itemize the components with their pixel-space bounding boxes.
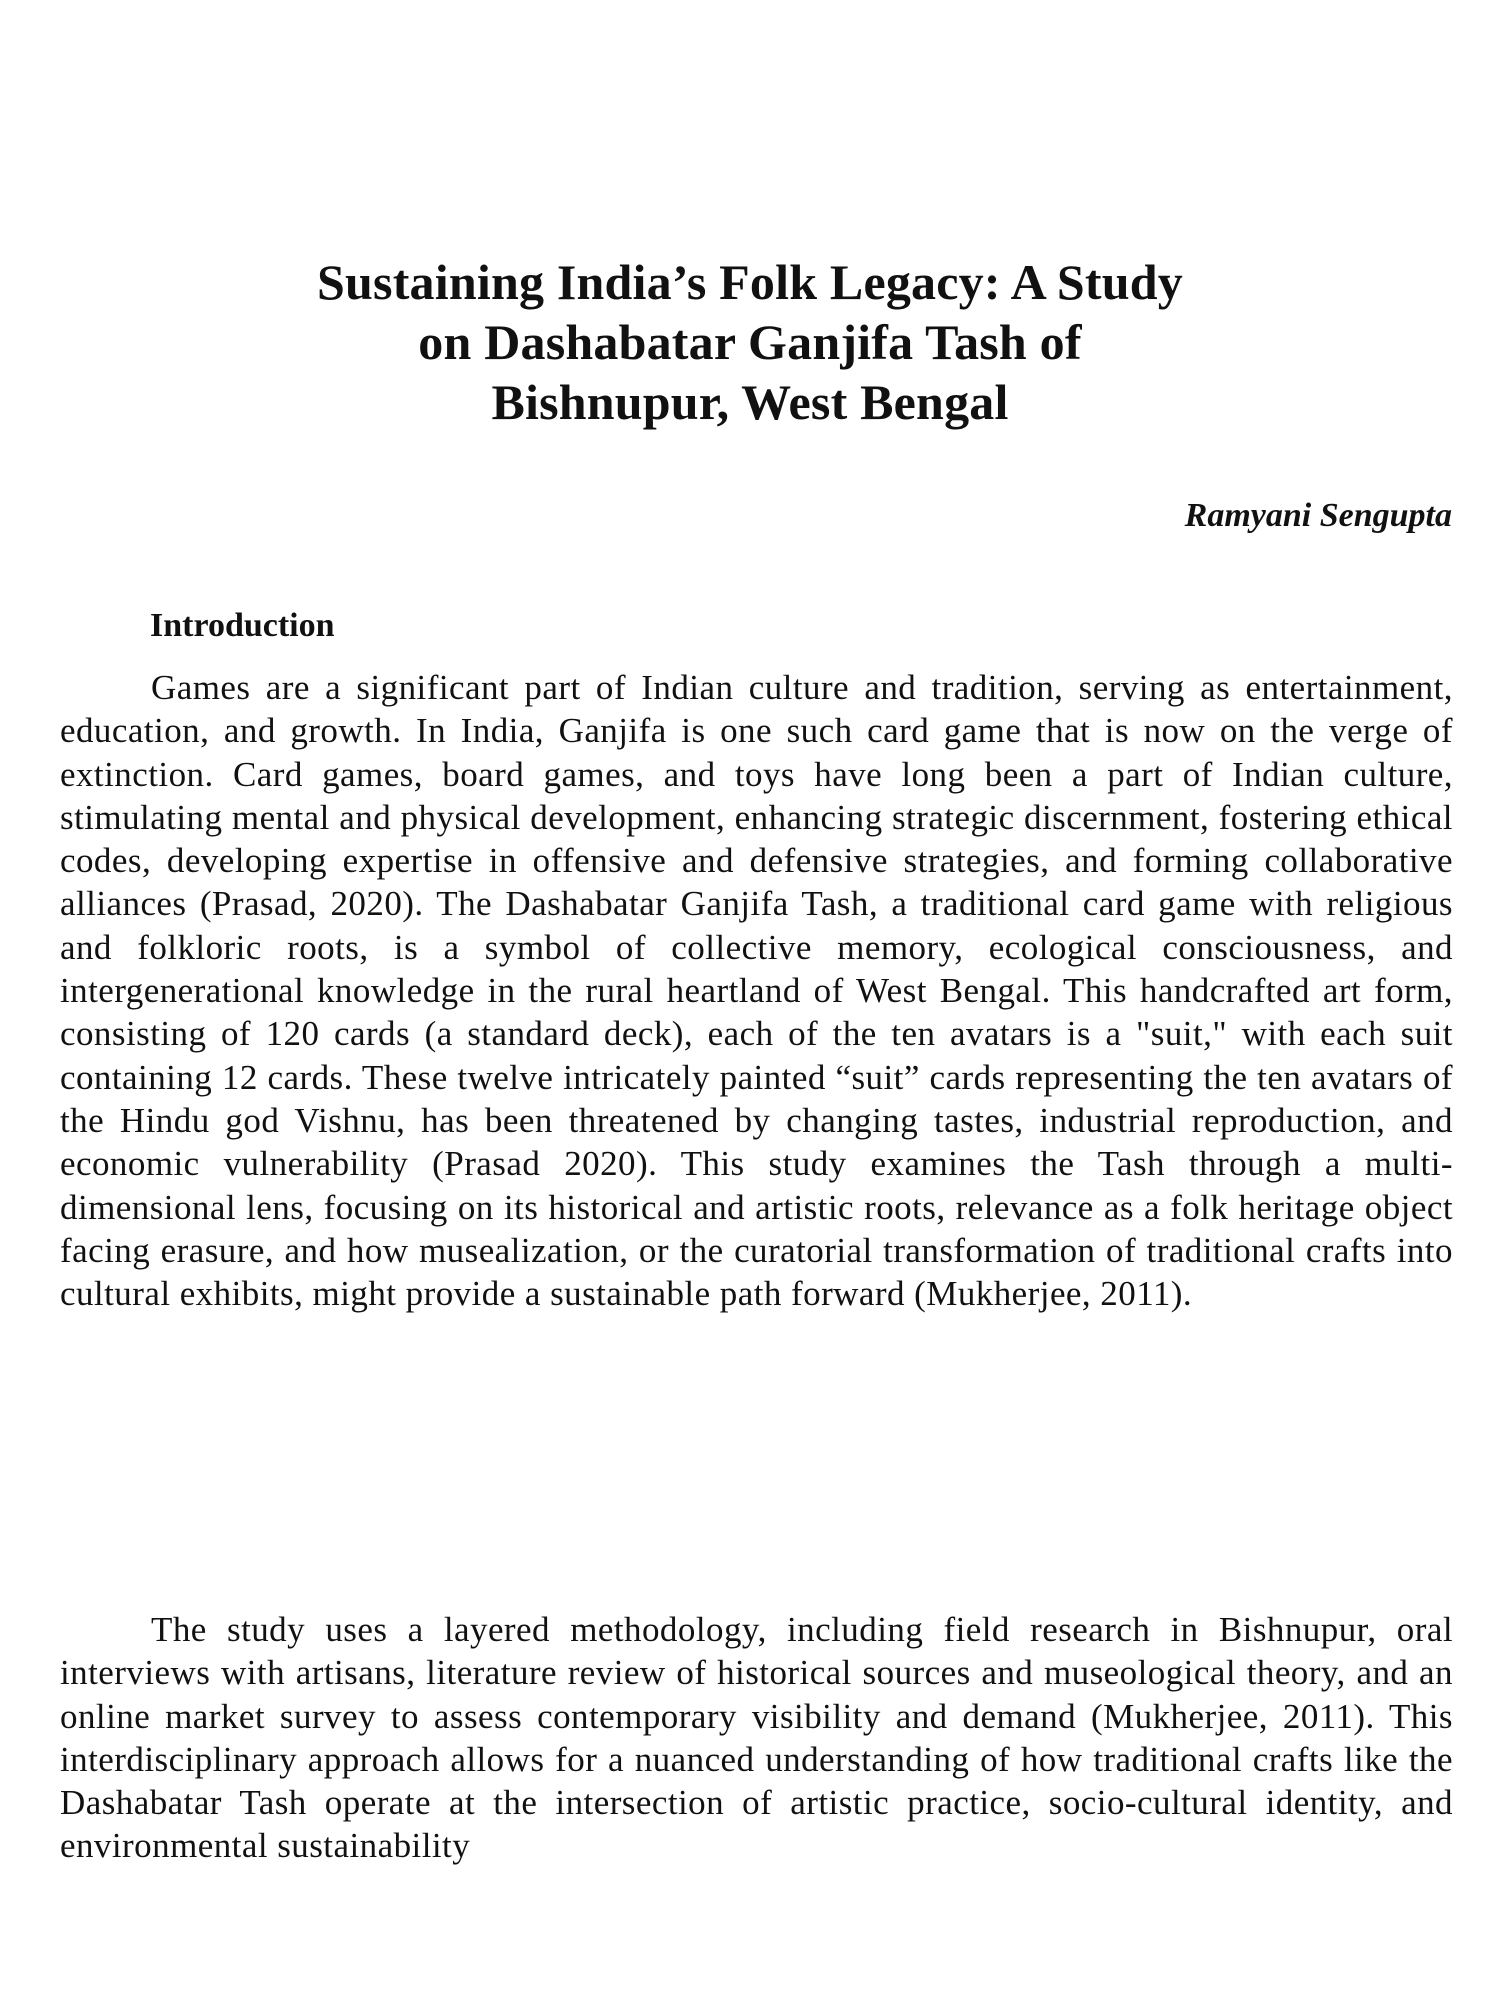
introduction-heading: Introduction (150, 607, 335, 644)
author-name: Ramyani Sengupta (1184, 497, 1452, 534)
paper-title-line-3: Bishnupur, West Bengal (491, 374, 1009, 430)
body-paragraph-2: The study uses a layered methodology, including field research in Bishnupur, oral interviews with artisans, literature review of historical sources and museological theory, and an online market survey to assess contemporary visibility and demand (Mukherjee, 2011). This interdisciplinary approach allows for a nuanced understanding of how traditional crafts like the Dashabatar Tash operate at the intersection of artistic practice, socio-cultural identity, and environmental sustainability (60, 1610, 1453, 1866)
paper-title (150, 252, 1350, 432)
body-paragraph-1: Games are a significant part of Indian culture and tradition, serving as entertainment, education, and growth. In India, Ganjifa is one such card game that is now on the verge of extinction. Card games, board games, and toys have long been a part of Indian culture, stimulating mental and physical development, enhancing strategic discernment, fostering ethical codes, developing expertise in offensive and defensive strategies, and forming collaborative alliances (Prasad, 2020). The Dashabatar Ganjifa Tash, a traditional card game with religious and folkloric roots, is a symbol of collective memory, ecological consciousness, and intergenerational knowledge in the rural heartland of West Bengal. This handcrafted art form, consisting of 120 cards (a standard deck), each of the ten avatars is a "suit," with each suit containing 12 cards. These twelve intricately painted “suit” cards representing the ten avatars of the Hindu god Vishnu, has been threatened by changing tastes, industrial reproduction, and economic vulnerability (Prasad 2020). This study examines the Tash through a multi-dimensional lens, focusing on its historical and artistic roots, relevance as a folk heritage object facing erasure, and how musealization, or the curatorial transformation of traditional crafts into cultural exhibits, might provide a sustainable path forward (Mukherjee, 2011). (60, 668, 1453, 1314)
paper-title-line-1: Sustaining India’s Folk Legacy: A Study (317, 254, 1183, 310)
paper-title-line-2: on Dashabatar Ganjifa Tash of (418, 314, 1082, 370)
